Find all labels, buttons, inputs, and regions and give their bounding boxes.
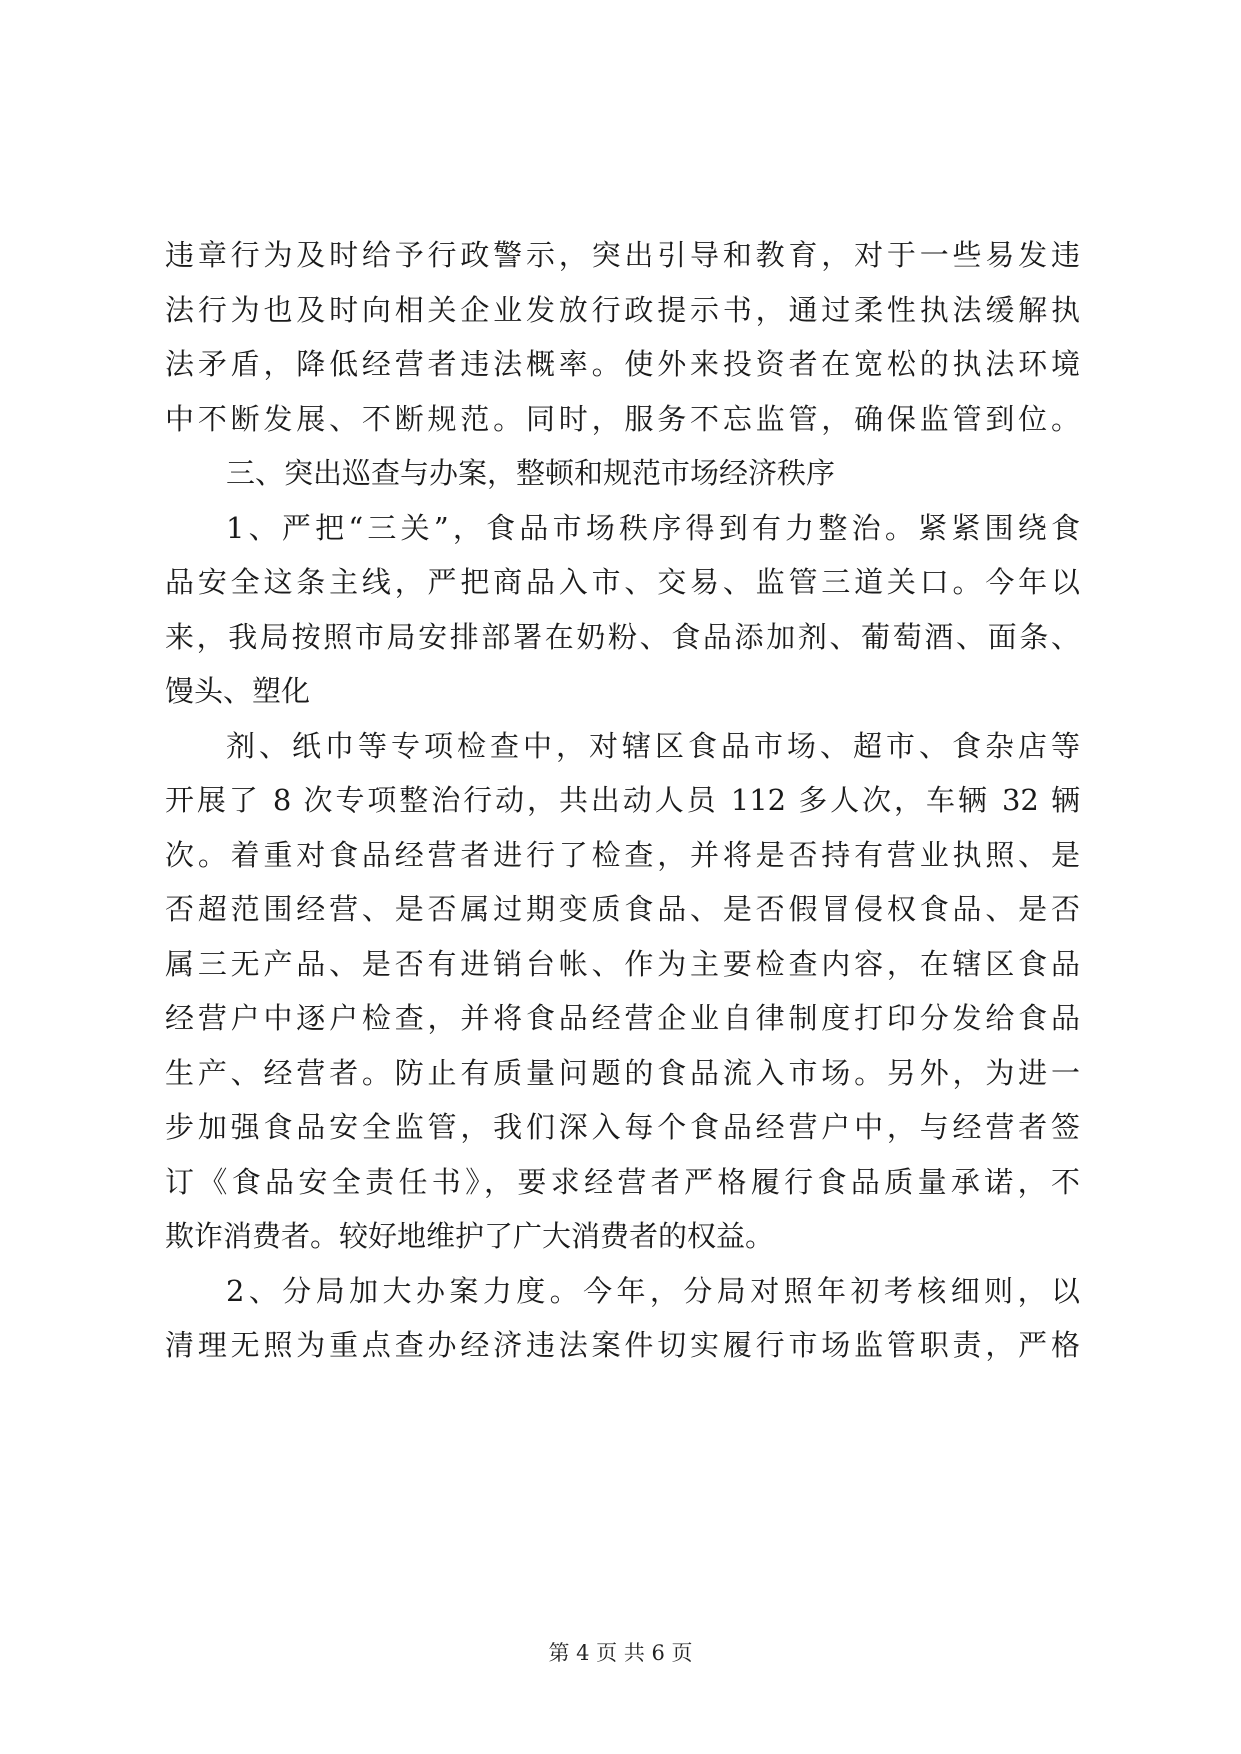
text-line: 次。着重对食品经营者进行了检查，并将是否持有营业执照、是 xyxy=(165,837,1080,872)
text-line: 欺诈消费者。较好地维护了广大消费者的权益。 xyxy=(165,1219,775,1253)
text-line: 三、突出巡查与办案，整顿和规范市场经济秩序 xyxy=(226,456,836,490)
text-line: 属三无产品、是否有进销台帐、作为主要检查内容，在辖区食品 xyxy=(165,946,1080,981)
text-line: 中不断发展、不断规范。同时，服务不忘监管，确保监管到位。 xyxy=(165,401,1080,436)
text-line: 剂、纸巾等专项检查中，对辖区食品市场、超市、食杂店等 xyxy=(226,728,1080,763)
text-line: 订《食品安全责任书》，要求经营者严格履行食品质量承诺，不 xyxy=(165,1164,1080,1199)
text-line: 清理无照为重点查办经济违法案件切实履行市场监管职责，严格 xyxy=(165,1328,1080,1362)
document-body xyxy=(165,228,1080,1373)
text-line: 开展了 8 次专项整治行动，共出动人员 112 多人次，车辆 32 辆 xyxy=(165,783,1080,817)
text-line: 生产、经营者。防止有质量问题的食品流入市场。另外，为进一 xyxy=(165,1055,1080,1090)
text-line: 否超范围经营、是否属过期变质食品、是否假冒侵权食品、是否 xyxy=(165,892,1080,926)
text-line: 馒头、塑化 xyxy=(165,674,311,708)
text-line: 来，我局按照市局安排部署在奶粉、食品添加剂、葡萄酒、面条、 xyxy=(165,619,1080,654)
text-line: 法行为也及时向相关企业发放行政提示书，通过柔性执法缓解执 xyxy=(165,292,1080,327)
text-line: 1、严把“三关”，食品市场秩序得到有力整治。紧紧围绕食 xyxy=(226,510,1080,545)
text-line: 2、分局加大办案力度。今年，分局对照年初考核细则，以 xyxy=(226,1273,1080,1308)
text-line: 违章行为及时给予行政警示，突出引导和教育，对于一些易发违 xyxy=(165,238,1080,272)
text-line: 法矛盾，降低经营者违法概率。使外来投资者在宽松的执法环境 xyxy=(165,347,1080,381)
text-line: 经营户中逐户检查，并将食品经营企业自律制度打印分发给食品 xyxy=(165,1001,1080,1035)
text-line: 品安全这条主线，严把商品入市、交易、监管三道关口。今年以 xyxy=(165,565,1080,599)
text-line: 步加强食品安全监管，我们深入每个食品经营户中，与经营者签 xyxy=(165,1110,1080,1144)
page-number-footer: 第 4 页 共 6 页 xyxy=(548,1641,693,1665)
